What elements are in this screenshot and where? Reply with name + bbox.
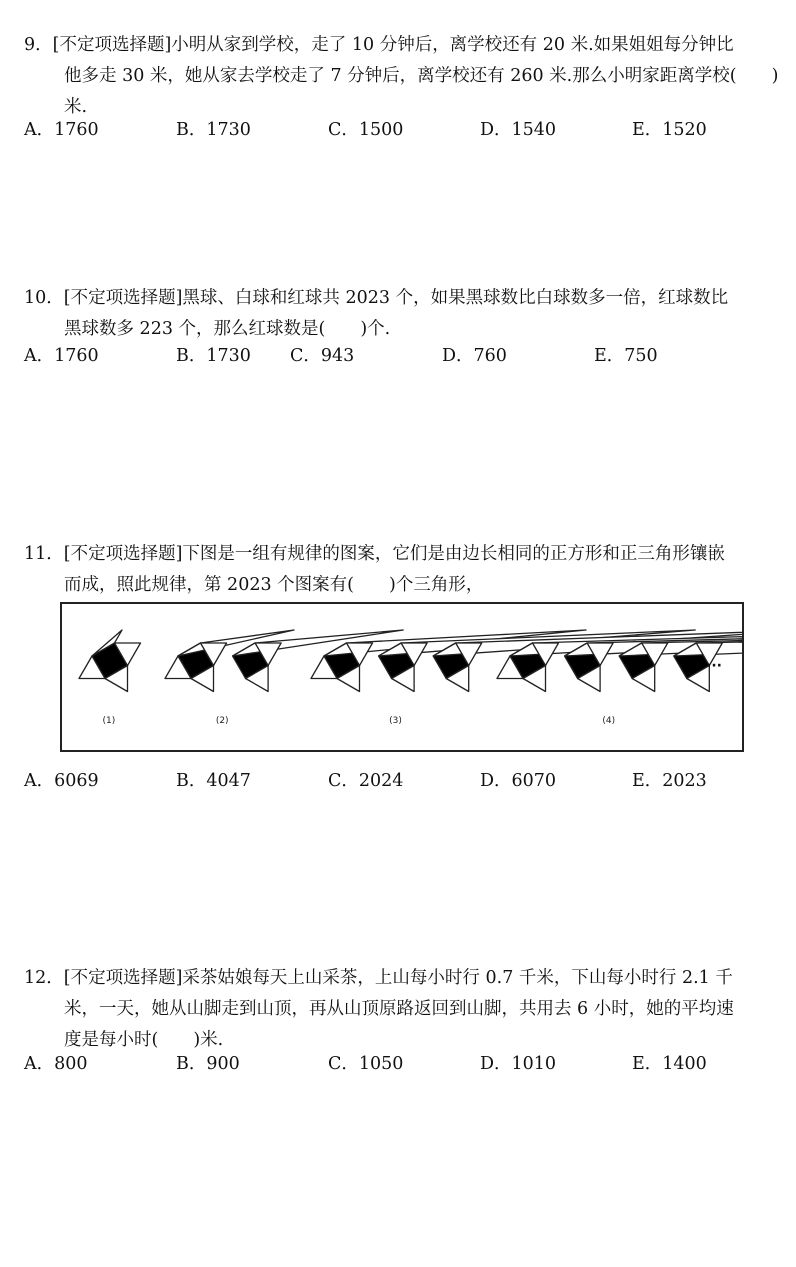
option-a[interactable]: A．1760 xyxy=(24,120,99,140)
option-c[interactable]: C．1050 xyxy=(328,1054,404,1074)
option-c[interactable]: C．1500 xyxy=(328,120,404,140)
question-stem-line: 黑球数多 223 个，那么红球数是( )个. xyxy=(64,319,391,339)
question-stem-line: 10．[不定项选择题]黑球、白球和红球共 2023 个，如果黑球数比白球数多一倍，红球数比 xyxy=(24,288,729,308)
option-b[interactable]: B．1730 xyxy=(176,120,251,140)
option-b[interactable]: B．1730 xyxy=(176,346,251,366)
option-a[interactable]: A．6069 xyxy=(24,771,99,791)
pattern-figure-drawing xyxy=(62,604,742,750)
question-12 xyxy=(24,963,784,1056)
options-q11 xyxy=(24,767,784,795)
question-stem-line: 9．[不定项选择题]小明从家到学校，走了 10 分钟后，离学校还有 20 米.如果姐姐每分钟比 xyxy=(24,35,734,55)
option-d[interactable]: D．760 xyxy=(442,346,507,366)
question-stem-line: 而成，照此规律，第 2023 个图案有( )个三角形， xyxy=(64,575,484,595)
pattern-figure xyxy=(60,602,744,752)
option-e[interactable]: E．750 xyxy=(594,346,658,366)
question-9 xyxy=(24,30,784,123)
options-q12 xyxy=(24,1050,784,1078)
option-e[interactable]: E．2023 xyxy=(632,771,707,791)
question-11 xyxy=(24,539,784,601)
option-c[interactable]: C．2024 xyxy=(328,771,404,791)
pattern-ellipsis: ··· xyxy=(706,658,722,674)
option-d[interactable]: D．1540 xyxy=(480,120,557,140)
pattern-label: (1) xyxy=(102,716,116,726)
question-stem-line: 他多走 30 米，她从家去学校走了 7 分钟后，离学校还有 260 米.那么小明家距离学校( ) xyxy=(64,66,779,86)
option-e[interactable]: E．1400 xyxy=(632,1054,707,1074)
options-q9 xyxy=(24,116,784,144)
question-stem-line: 度是每小时( )米. xyxy=(64,1030,224,1050)
options-q10 xyxy=(24,342,784,370)
question-stem-line: 12．[不定项选择题]采茶姑娘每天上山采茶，上山每小时行 0.7 千米，下山每小时行 2.1 千 xyxy=(24,968,733,988)
option-a[interactable]: A．1760 xyxy=(24,346,99,366)
option-d[interactable]: D．1010 xyxy=(480,1054,557,1074)
question-stem-line: 11．[不定项选择题]下图是一组有规律的图案，它们是由边长相同的正方形和正三角形镶嵌 xyxy=(24,544,725,564)
option-d[interactable]: D．6070 xyxy=(480,771,557,791)
pattern-label: (2) xyxy=(215,716,229,726)
pattern-label: (4) xyxy=(602,716,616,726)
option-b[interactable]: B．4047 xyxy=(176,771,251,791)
option-c[interactable]: C．943 xyxy=(290,346,355,366)
question-stem-line: 米. xyxy=(64,97,88,117)
option-e[interactable]: E．1520 xyxy=(632,120,707,140)
option-a[interactable]: A．800 xyxy=(24,1054,88,1074)
question-10 xyxy=(24,283,784,345)
pattern-label: (3) xyxy=(389,716,402,726)
option-b[interactable]: B．900 xyxy=(176,1054,240,1074)
question-stem-line: 米，一天，她从山脚走到山顶，再从山顶原路返回到山脚，共用去 6 小时，她的平均速 xyxy=(64,999,734,1019)
